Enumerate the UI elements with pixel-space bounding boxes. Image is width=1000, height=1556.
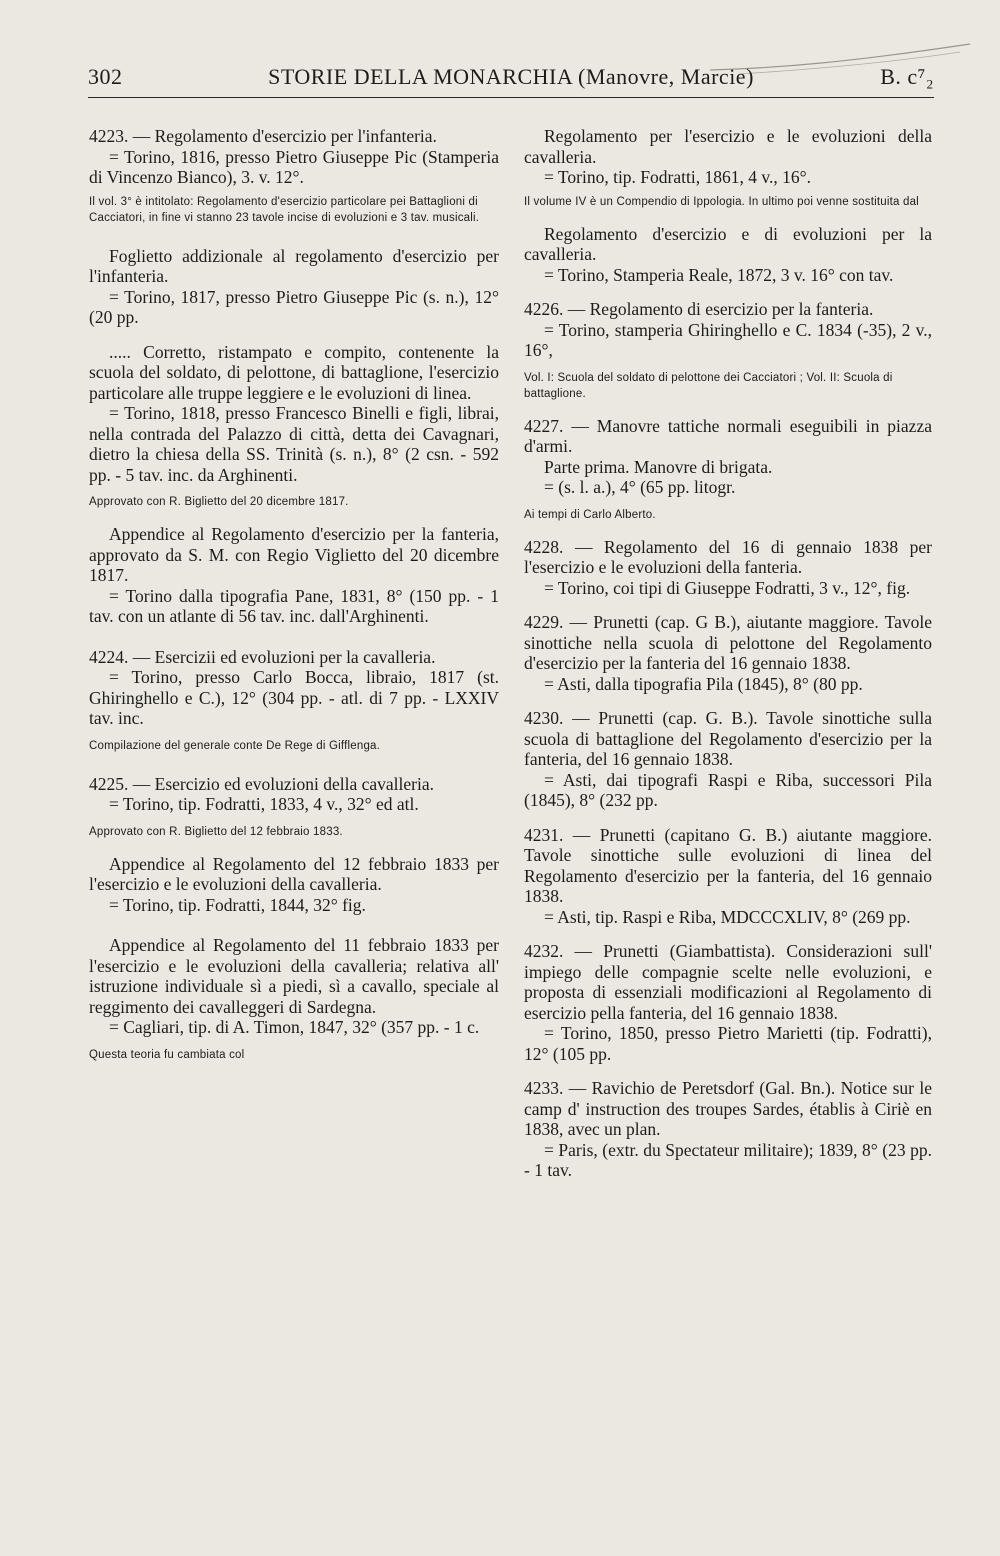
entry-foglietto xyxy=(89,246,499,328)
entry-imprint: = Torino, coi tipi di Giuseppe Fodratti, 3 v., 12°, fig. xyxy=(544,577,911,598)
entry-heading: Regolamento per l'esercizio e le evoluzioni della cavalleria. xyxy=(524,126,932,167)
entry-note: Vol. I: Scuola del soldato di pelottone dei Cacciatori ; Vol. II: Scuola di battaglione. xyxy=(524,371,893,400)
entry-imprint: = Torino, 1816, presso Pietro Giuseppe Pic (Stamperia di Vincenzo Bianco), 3. v. 12°. xyxy=(89,146,499,187)
entry-heading: Appendice al Regolamento d'esercizio per la fanteria, approvato da S. M. con Regio Viglietto del 20 dicembre 1817. xyxy=(89,524,499,585)
entry-heading: 4226. — Regolamento di esercizio per la fanteria. xyxy=(524,299,874,319)
entry-heading: 4225. — Esercizio ed evoluzioni della cavalleria. xyxy=(89,773,435,794)
entry-4233 xyxy=(524,1078,932,1181)
entry-heading: Appendice al Regolamento del 12 febbraio 1833 per l'esercizio e le evoluzioni della cavalleria. xyxy=(89,853,499,894)
entry-4231 xyxy=(524,825,932,928)
entry-heading: Appendice al Regolamento del 11 febbraio 1833 per l'esercizio e le evoluzioni della cavalleria; relativa all' istruzione individuale sì a piedi, sì a cavallo, speciale al reggimento dei cavalleggeri di Sardegna. xyxy=(89,935,499,1017)
entry-imprint: = Torino, tip. Fodratti, 1844, 32° fig. xyxy=(109,894,366,915)
page-number: 302 xyxy=(88,64,123,89)
entry-heading: 4224. — Esercizii ed evoluzioni per la cavalleria. xyxy=(89,646,436,667)
entry-imprint: = Torino, presso Carlo Bocca, libraio, 1817 (st. Ghiringhello e C.), 12° (304 pp. - atl. di 7 pp. - LXXIV tav. inc. xyxy=(89,667,499,728)
entry-imprint: = (s. l. a.), 4° (65 pp. litogr. xyxy=(544,477,736,497)
entry-subtitle: Parte prima. Manovre di brigata. xyxy=(544,456,773,477)
running-head xyxy=(88,64,934,98)
entry-4228 xyxy=(524,537,932,599)
entry-4227 xyxy=(524,416,932,523)
entry-imprint: = Cagliari, tip. di A. Timon, 1847, 32° (357 pp. - 1 c. xyxy=(109,1017,480,1037)
entry-appendice-2 xyxy=(89,854,499,916)
entry-note: Questa teoria fu cambiata col xyxy=(89,1048,245,1061)
entry-4223 xyxy=(89,126,499,226)
entry-appendice-3 xyxy=(89,935,499,1063)
entry-4229 xyxy=(524,612,932,694)
entry-4225 xyxy=(89,774,499,840)
entry-heading: 4227. — Manovre tattiche normali eseguibili in piazza d'armi. xyxy=(524,415,932,456)
entry-heading: 4230. — Prunetti (cap. G. B.). Tavole sinottiche sulla scuola di battaglione del Regolamento d'esercizio per la fanteria, del 16 gennaio 1838. xyxy=(524,708,932,769)
entry-imprint: = Torino, stamperia Ghiringhello e C. 1834 (-35), 2 v., 16°, xyxy=(524,319,932,360)
entry-appendice-1 xyxy=(89,524,499,627)
entry-imprint: = Torino, tip. Fodratti, 1833, 4 v., 32° ed atl. xyxy=(109,794,419,814)
entry-imprint: = Asti, dai tipografi Raspi e Riba, successori Pila (1845), 8° (232 pp. xyxy=(524,769,932,810)
entry-4226 xyxy=(524,299,932,402)
entry-heading: Foglietto addizionale al regolamento d'esercizio per l'infanteria. xyxy=(89,245,499,286)
entry-imprint: = Torino, tip. Fodratti, 1861, 4 v., 16°. xyxy=(544,167,811,187)
entry-heading: Regolamento d'esercizio e di evoluzioni per la cavalleria. xyxy=(524,223,932,264)
entry-imprint: = Torino, 1850, presso Pietro Marietti (tip. Fodratti), 12° (105 pp. xyxy=(524,1023,932,1064)
entry-note: Il volume IV è un Compendio di Ippologia. In ultimo poi venne sostituita dal xyxy=(524,195,919,208)
entry-heading: 4233. — Ravichio de Peretsdorf (Gal. Bn.). Notice sur le camp d' instruction des troupes Sardes, établis à Ciriè en 1838, avec un plan. xyxy=(524,1078,932,1139)
entry-note: Il vol. 3° è intitolato: Regolamento d'esercizio particolare pei Battaglioni di Cacciatori, in fine vi stanno 23 tavole incise di evoluzioni e 3 tav. musicali. xyxy=(89,195,480,224)
entry-regolamento-cavalleria xyxy=(524,126,932,210)
left-column xyxy=(89,126,499,1077)
signature-mark: B. c⁷₂ xyxy=(880,64,934,89)
entry-4230 xyxy=(524,708,932,811)
entry-note: Approvato con R. Biglietto del 20 dicembre 1817. xyxy=(89,496,349,508)
header-rule xyxy=(88,97,934,98)
entry-heading: 4229. — Prunetti (cap. G B.), aiutante maggiore. Tavole sinottiche nella scuola di pelottone del Regolamento d'esercizio per la fanteria del 16 gennaio 1838. xyxy=(524,612,932,673)
entry-imprint: = Torino, Stamperia Reale, 1872, 3 v. 16° con tav. xyxy=(544,264,894,285)
entry-heading: 4223. — Regolamento d'esercizio per l'infanteria. xyxy=(89,126,437,146)
entry-regolamento-cavalleria-2 xyxy=(524,224,932,286)
running-title: STORIE DELLA MONARCHIA (Manovre, Marcie) xyxy=(268,64,754,89)
entry-text: ..... Corretto, ristampato e compito, contenente la scuola del soldato, di pelottone, di battaglione, l'esercizio particolare alle truppe leggiere e le evoluzioni di linea. xyxy=(89,341,499,403)
entry-imprint: = Torino dalla tipografia Pane, 1831, 8° (150 pp. - 1 tav. con un atlante di 56 tav. inc. dall'Arghinenti. xyxy=(89,585,499,626)
entry-4224 xyxy=(89,647,499,754)
entry-imprint: = Asti, dalla tipografia Pila (1845), 8° (80 pp. xyxy=(544,673,863,694)
entry-heading: 4228. — Regolamento del 16 di gennaio 1838 per l'esercizio e le evoluzioni della fanteria. xyxy=(524,536,932,577)
entry-heading: 4232. — Prunetti (Giambattista). Considerazioni sull' impiego delle compagnie scelte nelle evoluzioni, e proposta di essenziali modificazioni al Regolamento di esercizio pella fanteria, del 16 gennaio 1838. xyxy=(524,941,932,1023)
entry-note: Ai tempi di Carlo Alberto. xyxy=(524,508,656,521)
entry-imprint: = Paris, (extr. du Spectateur militaire); 1839, 8° (23 pp. - 1 tav. xyxy=(524,1139,932,1180)
entry-imprint: = Asti, tip. Raspi e Riba, MDCCCXLIV, 8° (269 pp. xyxy=(544,906,911,927)
entry-imprint: = Torino, 1818, presso Francesco Binelli e figli, librai, nella contrada del Palazzo di città, detta dei Cavagnari, dietro la chiesa della SS. Trinità (s. n.), 8° (2 csn. - 592 pp. - 5 tav. inc. da Arghinenti. xyxy=(89,403,499,485)
entry-imprint: = Torino, 1817, presso Pietro Giuseppe Pic (s. n.), 12° (20 pp. xyxy=(89,286,499,327)
right-column xyxy=(524,126,932,1195)
entry-note: Compilazione del generale conte De Rege di Gifflenga. xyxy=(89,739,381,752)
entry-heading: 4231. — Prunetti (capitano G. B.) aiutante maggiore. Tavole sinottiche sulle evoluzioni di linea del Regolamento d'esercizio per la fanteria, del 16 gennaio 1838. xyxy=(524,824,932,906)
entry-corretto xyxy=(89,342,499,511)
entry-note: Approvato con R. Biglietto del 12 febbraio 1833. xyxy=(89,825,343,838)
entry-4232 xyxy=(524,941,932,1064)
